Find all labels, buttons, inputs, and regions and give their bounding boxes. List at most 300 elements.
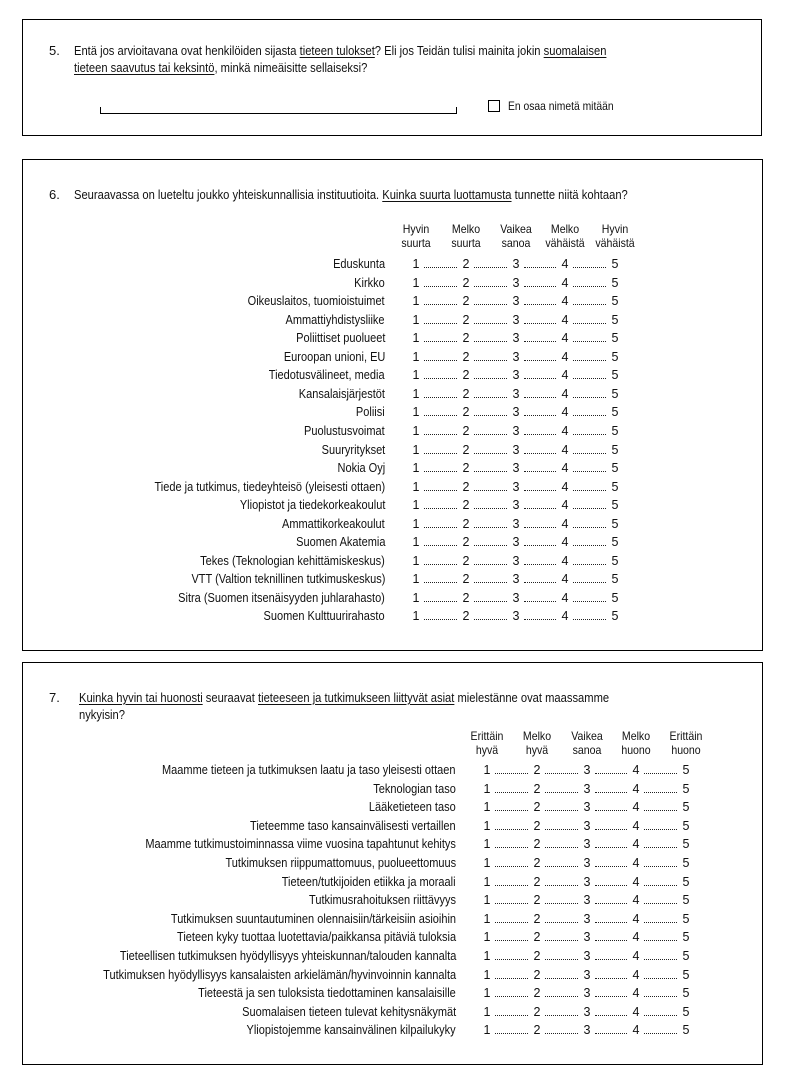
rating-option-1[interactable]: 1 <box>483 949 491 963</box>
rating-option-1[interactable]: 1 <box>483 986 491 1001</box>
q7-text: mielestänne ovat maassamme <box>454 690 610 705</box>
rating-option-4[interactable]: 4 <box>632 781 640 796</box>
rating-option-4[interactable]: 4 <box>561 405 569 420</box>
rating-option-5[interactable]: 5 <box>682 930 690 945</box>
rating-option-4[interactable]: 4 <box>561 572 569 587</box>
rating-option-5[interactable]: 5 <box>682 818 690 833</box>
rating-option-4[interactable]: 4 <box>632 800 640 815</box>
rating-option-3[interactable]: 3 <box>583 949 591 963</box>
rating-option-2[interactable]: 2 <box>462 609 470 624</box>
dotted-leader <box>545 866 578 867</box>
rating-option-1[interactable]: 1 <box>412 423 420 438</box>
rating-option-2[interactable]: 2 <box>462 423 470 438</box>
rating-option-2[interactable]: 2 <box>462 442 470 457</box>
rating-option-1[interactable]: 1 <box>412 609 420 624</box>
rating-option-5[interactable]: 5 <box>611 368 619 383</box>
dotted-leader <box>595 1033 627 1034</box>
rating-option-3[interactable]: 3 <box>512 516 520 531</box>
dotted-leader <box>424 267 457 268</box>
rating-option-1[interactable]: 1 <box>412 442 420 457</box>
rating-option-1[interactable]: 1 <box>483 837 491 852</box>
rating-option-3[interactable]: 3 <box>512 386 520 401</box>
rating-option-3[interactable]: 3 <box>512 294 520 309</box>
rating-option-3[interactable]: 3 <box>583 911 591 926</box>
rating-option-5[interactable]: 5 <box>682 949 690 963</box>
dotted-leader <box>524 378 556 379</box>
dotted-leader <box>595 959 627 960</box>
rating-option-5[interactable]: 5 <box>611 498 619 513</box>
rating-option-1[interactable]: 1 <box>412 553 420 568</box>
rating-option-5[interactable]: 5 <box>682 874 690 889</box>
q5-text: Entä jos arvioitavana ovat henkilöiden sijasta <box>74 43 300 58</box>
dotted-leader <box>573 564 606 565</box>
rating-option-2[interactable]: 2 <box>462 572 470 587</box>
rating-option-1[interactable]: 1 <box>412 479 420 494</box>
row-label: Oikeuslaitos, tuomioistuimet <box>248 294 385 309</box>
rating-option-3[interactable]: 3 <box>512 479 520 494</box>
dotted-leader <box>524 619 556 620</box>
table-row <box>23 497 762 515</box>
dotted-leader <box>524 471 556 472</box>
rating-option-2[interactable]: 2 <box>462 331 470 346</box>
rating-option-3[interactable]: 3 <box>512 331 520 346</box>
rating-option-2[interactable]: 2 <box>462 535 470 550</box>
rating-option-2[interactable]: 2 <box>462 405 470 420</box>
rating-option-5[interactable]: 5 <box>611 294 619 309</box>
rating-option-4[interactable]: 4 <box>632 949 640 963</box>
rating-option-2[interactable]: 2 <box>462 553 470 568</box>
rating-option-2[interactable]: 2 <box>462 498 470 513</box>
rating-option-4[interactable]: 4 <box>561 294 569 309</box>
rating-option-3[interactable]: 3 <box>512 257 520 271</box>
rating-option-5[interactable]: 5 <box>682 800 690 815</box>
table-row <box>23 874 762 892</box>
rating-option-1[interactable]: 1 <box>483 763 491 777</box>
rating-option-5[interactable]: 5 <box>611 479 619 494</box>
rating-option-5[interactable]: 5 <box>682 986 690 1001</box>
rating-option-2[interactable]: 2 <box>533 930 541 945</box>
q6-underlined-text: Kuinka suurta luottamusta <box>382 187 512 202</box>
rating-option-1[interactable]: 1 <box>412 349 420 364</box>
rating-option-5[interactable]: 5 <box>682 1004 690 1019</box>
rating-option-2[interactable]: 2 <box>462 590 470 605</box>
dotted-leader <box>474 286 507 287</box>
rating-option-5[interactable]: 5 <box>611 609 619 624</box>
dotted-leader <box>545 829 578 830</box>
rating-option-4[interactable]: 4 <box>632 763 640 777</box>
dotted-leader <box>474 267 507 268</box>
dotted-leader <box>474 601 507 602</box>
dotted-leader <box>495 810 528 811</box>
dotted-leader <box>573 508 606 509</box>
dotted-leader <box>524 397 556 398</box>
row-label: Tutkimuksen riippumattomuus, puolueettomuus <box>225 856 456 870</box>
table-row <box>23 985 762 1003</box>
rating-option-5[interactable]: 5 <box>682 893 690 908</box>
column-header-line2: hyvä <box>475 743 499 757</box>
rating-option-4[interactable]: 4 <box>632 874 640 889</box>
rating-option-1[interactable]: 1 <box>412 516 420 531</box>
dotted-leader <box>424 304 457 305</box>
dotted-leader <box>545 996 578 997</box>
table-row <box>23 762 762 780</box>
rating-option-4[interactable]: 4 <box>561 257 569 271</box>
rating-option-3[interactable]: 3 <box>512 590 520 605</box>
dotted-leader <box>424 286 457 287</box>
dotted-leader <box>495 847 528 848</box>
rating-option-1[interactable]: 1 <box>412 257 420 271</box>
rating-option-5[interactable]: 5 <box>611 442 619 457</box>
question-6-box <box>22 159 763 651</box>
dotted-leader <box>424 323 457 324</box>
rating-option-2[interactable]: 2 <box>533 781 541 796</box>
rating-option-3[interactable]: 3 <box>583 800 591 815</box>
rating-option-5[interactable]: 5 <box>611 461 619 476</box>
rating-option-5[interactable]: 5 <box>611 405 619 420</box>
rating-option-2[interactable]: 2 <box>533 1004 541 1019</box>
rating-option-5[interactable]: 5 <box>611 516 619 531</box>
rating-option-5[interactable]: 5 <box>611 331 619 346</box>
dotted-leader <box>495 940 528 941</box>
rating-option-2[interactable]: 2 <box>533 911 541 926</box>
rating-option-5[interactable]: 5 <box>682 781 690 796</box>
table-row <box>23 836 762 854</box>
rating-option-2[interactable]: 2 <box>462 368 470 383</box>
column-header-line2: vähäistä <box>595 236 635 250</box>
table-row <box>23 590 762 608</box>
rating-option-4[interactable]: 4 <box>632 893 640 908</box>
rating-option-5[interactable]: 5 <box>682 763 690 777</box>
rating-option-1[interactable]: 1 <box>483 893 491 908</box>
q7-text: seuraavat <box>202 690 259 705</box>
table-row <box>23 293 762 311</box>
column-header-line1: Erittäin <box>470 729 504 743</box>
rating-option-3[interactable]: 3 <box>583 763 591 777</box>
rating-option-1[interactable]: 1 <box>412 572 420 587</box>
column-header-5 <box>656 729 716 757</box>
question-5-text-line2 <box>74 59 367 76</box>
rating-option-4[interactable]: 4 <box>561 535 569 550</box>
rating-option-5[interactable]: 5 <box>682 856 690 870</box>
row-label: Puolustusvoimat <box>304 423 385 438</box>
rating-option-2[interactable]: 2 <box>533 837 541 852</box>
rating-option-5[interactable]: 5 <box>611 590 619 605</box>
table-row <box>23 608 762 626</box>
rating-option-2[interactable]: 2 <box>533 986 541 1001</box>
rating-option-4[interactable]: 4 <box>632 1023 640 1038</box>
rating-option-1[interactable]: 1 <box>412 294 420 309</box>
rating-option-2[interactable]: 2 <box>533 763 541 777</box>
dotted-leader <box>424 564 457 565</box>
rating-option-2[interactable]: 2 <box>462 275 470 290</box>
rating-option-3[interactable]: 3 <box>512 275 520 290</box>
dotted-leader <box>495 866 528 867</box>
dotted-leader <box>495 829 528 830</box>
dotted-leader <box>524 453 556 454</box>
row-label: Nokia Oyj <box>337 461 385 476</box>
table-row <box>23 799 762 817</box>
rating-option-1[interactable]: 1 <box>412 368 420 383</box>
rating-option-5[interactable]: 5 <box>682 837 690 852</box>
dotted-leader <box>644 996 677 997</box>
row-label: Yliopistojemme kansainvälinen kilpailukyky <box>246 1023 456 1038</box>
rating-option-4[interactable]: 4 <box>561 275 569 290</box>
rating-option-5[interactable]: 5 <box>611 349 619 364</box>
rating-option-1[interactable]: 1 <box>412 386 420 401</box>
row-label: Eduskunta <box>333 257 385 271</box>
rating-option-1[interactable]: 1 <box>412 312 420 327</box>
rating-option-5[interactable]: 5 <box>611 275 619 290</box>
rating-option-3[interactable]: 3 <box>583 893 591 908</box>
rating-option-3[interactable]: 3 <box>512 461 520 476</box>
rating-option-2[interactable]: 2 <box>533 967 541 982</box>
column-header-line1: Hyvin <box>601 222 629 236</box>
rating-option-1[interactable]: 1 <box>483 800 491 815</box>
dotted-leader <box>424 415 457 416</box>
rating-option-4[interactable]: 4 <box>561 386 569 401</box>
rating-option-3[interactable]: 3 <box>583 856 591 870</box>
dotted-leader <box>644 1015 677 1016</box>
rating-option-4[interactable]: 4 <box>561 479 569 494</box>
dotted-leader <box>595 847 627 848</box>
rating-option-5[interactable]: 5 <box>682 911 690 926</box>
table-row <box>23 442 762 460</box>
rating-option-1[interactable]: 1 <box>412 498 420 513</box>
dotted-leader <box>474 397 507 398</box>
rating-option-3[interactable]: 3 <box>512 368 520 383</box>
dotted-leader <box>474 453 507 454</box>
dotted-leader <box>474 564 507 565</box>
dotted-leader <box>644 866 677 867</box>
q6-text: tunnette niitä kohtaan? <box>511 187 628 202</box>
rating-option-5[interactable]: 5 <box>611 572 619 587</box>
rating-option-4[interactable]: 4 <box>632 837 640 852</box>
rating-option-4[interactable]: 4 <box>632 930 640 945</box>
dotted-leader <box>474 434 507 435</box>
dotted-leader <box>545 773 578 774</box>
rating-option-3[interactable]: 3 <box>583 1004 591 1019</box>
rating-option-1[interactable]: 1 <box>483 874 491 889</box>
row-label: Tutkimuksen hyödyllisyys kansalaisten arkielämän/hyvinvoinnin kannalta <box>103 967 456 982</box>
rating-option-4[interactable]: 4 <box>632 911 640 926</box>
dotted-leader <box>545 1033 578 1034</box>
question-7-number: 7. <box>49 690 60 705</box>
rating-option-2[interactable]: 2 <box>462 386 470 401</box>
rating-option-5[interactable]: 5 <box>611 312 619 327</box>
dotted-leader <box>524 286 556 287</box>
row-label: Suomen Kulttuurirahasto <box>263 609 385 624</box>
q5-text: ? Eli jos Teidän tulisi mainita jokin <box>374 43 544 58</box>
dotted-leader <box>595 1015 627 1016</box>
rating-option-4[interactable]: 4 <box>561 609 569 624</box>
rating-option-1[interactable]: 1 <box>483 1004 491 1019</box>
dotted-leader <box>474 378 507 379</box>
dotted-leader <box>573 453 606 454</box>
dotted-leader <box>573 471 606 472</box>
rating-option-2[interactable]: 2 <box>462 461 470 476</box>
row-label: Euroopan unioni, EU <box>283 349 385 364</box>
dotted-leader <box>573 490 606 491</box>
rating-option-2[interactable]: 2 <box>462 257 470 271</box>
column-header-line1: Melko <box>451 222 481 236</box>
rating-option-5[interactable]: 5 <box>611 257 619 271</box>
column-header-line2: suurta <box>451 236 481 250</box>
rating-option-4[interactable]: 4 <box>632 1004 640 1019</box>
rating-option-1[interactable]: 1 <box>483 911 491 926</box>
rating-option-4[interactable]: 4 <box>632 967 640 982</box>
column-header-line1: Melko <box>621 729 651 743</box>
rating-option-3[interactable]: 3 <box>512 609 520 624</box>
rating-option-3[interactable]: 3 <box>583 930 591 945</box>
rating-option-2[interactable]: 2 <box>462 312 470 327</box>
row-label: Tieteen kyky tuottaa luotettavia/paikkansa pitäviä tuloksia <box>176 930 456 945</box>
rating-option-2[interactable]: 2 <box>533 893 541 908</box>
row-label: Tutkimusrahoituksen riittävyys <box>309 893 456 908</box>
rating-option-4[interactable]: 4 <box>561 516 569 531</box>
dotted-leader <box>474 304 507 305</box>
dotted-leader <box>524 601 556 602</box>
rating-option-3[interactable]: 3 <box>512 498 520 513</box>
dotted-leader <box>474 619 507 620</box>
rating-option-2[interactable]: 2 <box>462 349 470 364</box>
dotted-leader <box>595 885 627 886</box>
rating-option-1[interactable]: 1 <box>412 405 420 420</box>
rating-option-3[interactable]: 3 <box>512 553 520 568</box>
dotted-leader <box>424 453 457 454</box>
column-header-line2: vähäistä <box>545 236 585 250</box>
rating-option-2[interactable]: 2 <box>533 1023 541 1038</box>
rating-option-2[interactable]: 2 <box>533 818 541 833</box>
rating-option-3[interactable]: 3 <box>583 874 591 889</box>
dotted-leader <box>474 508 507 509</box>
dotted-leader <box>424 378 457 379</box>
rating-option-2[interactable]: 2 <box>462 516 470 531</box>
rating-option-4[interactable]: 4 <box>561 368 569 383</box>
rating-option-5[interactable]: 5 <box>682 1023 690 1038</box>
rating-option-4[interactable]: 4 <box>561 442 569 457</box>
rating-option-3[interactable]: 3 <box>583 818 591 833</box>
dotted-leader <box>524 360 556 361</box>
table-row <box>23 516 762 534</box>
dotted-leader <box>595 866 627 867</box>
rating-option-3[interactable]: 3 <box>583 781 591 796</box>
row-label: Tekes (Teknologian kehittämiskeskus) <box>200 553 385 568</box>
q5-underlined-text: suomalaisen <box>543 43 607 58</box>
rating-option-3[interactable]: 3 <box>583 1023 591 1038</box>
rating-option-3[interactable]: 3 <box>583 837 591 852</box>
rating-option-1[interactable]: 1 <box>412 535 420 550</box>
rating-option-4[interactable]: 4 <box>561 553 569 568</box>
table-row <box>23 818 762 836</box>
dont-know-checkbox[interactable] <box>488 100 500 112</box>
rating-option-1[interactable]: 1 <box>483 967 491 982</box>
row-label: Lääketieteen taso <box>369 800 456 815</box>
rating-option-3[interactable]: 3 <box>512 442 520 457</box>
dotted-leader <box>545 810 578 811</box>
rating-option-5[interactable]: 5 <box>611 423 619 438</box>
rating-option-3[interactable]: 3 <box>512 312 520 327</box>
q5-underlined-text: tieteen saavutus tai keksintö <box>74 60 215 75</box>
row-label: Tutkimuksen suuntautuminen olennaisiin/tärkeisiin asioihin <box>170 911 456 926</box>
table-row <box>23 892 762 910</box>
rating-option-4[interactable]: 4 <box>561 498 569 513</box>
rating-option-1[interactable]: 1 <box>483 818 491 833</box>
dotted-leader <box>524 527 556 528</box>
rating-option-2[interactable]: 2 <box>533 800 541 815</box>
rating-option-4[interactable]: 4 <box>561 590 569 605</box>
rating-option-4[interactable]: 4 <box>561 331 569 346</box>
dotted-leader <box>474 527 507 528</box>
rating-option-2[interactable]: 2 <box>533 949 541 963</box>
rating-option-4[interactable]: 4 <box>632 856 640 870</box>
table-row <box>23 534 762 552</box>
dotted-leader <box>573 286 606 287</box>
rating-option-1[interactable]: 1 <box>412 461 420 476</box>
rating-option-5[interactable]: 5 <box>611 535 619 550</box>
dotted-leader <box>524 508 556 509</box>
row-label: Tiede ja tutkimus, tiedeyhteisö (yleisesti ottaen) <box>154 479 385 494</box>
answer-input-line[interactable] <box>100 113 457 114</box>
rating-option-3[interactable]: 3 <box>512 535 520 550</box>
rating-option-1[interactable]: 1 <box>483 930 491 945</box>
rating-option-1[interactable]: 1 <box>412 275 420 290</box>
table-row <box>23 911 762 929</box>
rating-option-1[interactable]: 1 <box>483 781 491 796</box>
dotted-leader <box>644 810 677 811</box>
dotted-leader <box>495 959 528 960</box>
rating-option-4[interactable]: 4 <box>561 461 569 476</box>
dotted-leader <box>474 545 507 546</box>
rating-option-3[interactable]: 3 <box>512 349 520 364</box>
rating-option-1[interactable]: 1 <box>483 1023 491 1038</box>
rating-option-3[interactable]: 3 <box>512 572 520 587</box>
rating-option-1[interactable]: 1 <box>412 331 420 346</box>
rating-option-2[interactable]: 2 <box>462 479 470 494</box>
rating-option-2[interactable]: 2 <box>462 294 470 309</box>
rating-option-4[interactable]: 4 <box>561 349 569 364</box>
rating-option-4[interactable]: 4 <box>632 818 640 833</box>
dotted-leader <box>573 267 606 268</box>
question-7-text-line1 <box>79 689 609 706</box>
rating-option-3[interactable]: 3 <box>512 405 520 420</box>
rating-option-5[interactable]: 5 <box>611 553 619 568</box>
rating-option-4[interactable]: 4 <box>632 986 640 1001</box>
row-label: Suuryritykset <box>321 442 385 457</box>
rating-option-4[interactable]: 4 <box>561 423 569 438</box>
rating-option-3[interactable]: 3 <box>512 423 520 438</box>
rating-option-1[interactable]: 1 <box>483 856 491 870</box>
rating-option-2[interactable]: 2 <box>533 874 541 889</box>
dotted-leader <box>595 829 627 830</box>
rating-option-1[interactable]: 1 <box>412 590 420 605</box>
dotted-leader <box>573 582 606 583</box>
rating-option-4[interactable]: 4 <box>561 312 569 327</box>
rating-option-3[interactable]: 3 <box>583 967 591 982</box>
rating-option-2[interactable]: 2 <box>533 856 541 870</box>
dotted-leader <box>424 434 457 435</box>
dotted-leader <box>545 940 578 941</box>
dotted-leader <box>595 810 627 811</box>
rating-option-5[interactable]: 5 <box>682 967 690 982</box>
dotted-leader <box>573 415 606 416</box>
rating-option-3[interactable]: 3 <box>583 986 591 1001</box>
dotted-leader <box>424 601 457 602</box>
dotted-leader <box>644 885 677 886</box>
dotted-leader <box>573 304 606 305</box>
rating-option-5[interactable]: 5 <box>611 386 619 401</box>
dotted-leader <box>424 397 457 398</box>
dotted-leader <box>424 471 457 472</box>
